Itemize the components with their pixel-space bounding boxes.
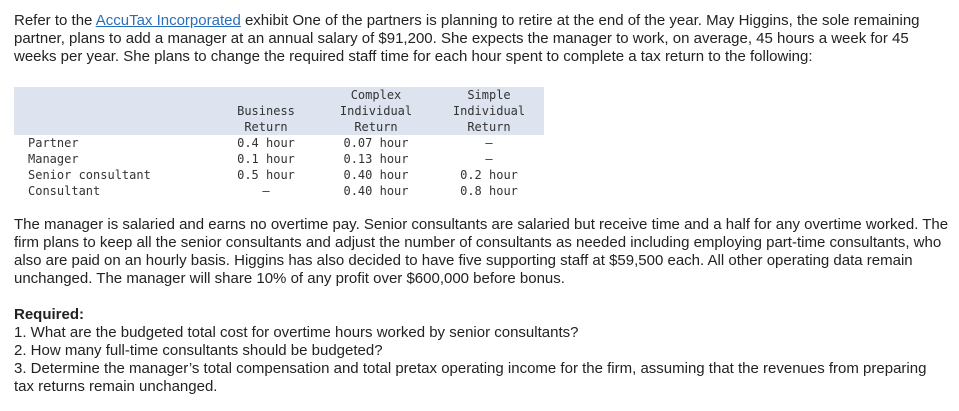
header-complex-line2: Individual xyxy=(318,103,434,119)
cell-business: — xyxy=(262,184,270,198)
header-simple-line1: Simple xyxy=(434,87,544,103)
row-label: Manager xyxy=(28,152,79,166)
accutax-exhibit-link[interactable]: AccuTax Incorporated xyxy=(95,12,241,29)
required-section xyxy=(14,306,950,396)
cell-complex: 0.40 hour xyxy=(343,168,409,182)
header-corner xyxy=(14,119,214,135)
cell-simple: 0.8 hour xyxy=(460,184,518,198)
table-header xyxy=(14,87,544,135)
table-body xyxy=(14,135,544,199)
cell-simple: — xyxy=(485,152,493,166)
header-business-line1 xyxy=(214,87,318,103)
header-simple-line2: Individual xyxy=(434,103,544,119)
cell-business: 0.5 hour xyxy=(237,168,295,182)
header-row xyxy=(14,87,544,103)
intro-paragraph xyxy=(14,12,950,66)
header-complex-line3: Return xyxy=(318,119,434,135)
row-label: Consultant xyxy=(28,184,101,198)
cell-complex: 0.13 hour xyxy=(343,152,409,166)
cell-complex: 0.07 hour xyxy=(343,136,409,150)
table-row xyxy=(14,167,544,183)
row-label: Senior consultant xyxy=(28,168,151,182)
cell-simple: 0.2 hour xyxy=(460,168,518,182)
table-row xyxy=(14,151,544,167)
cell-business: 0.4 hour xyxy=(237,136,295,150)
header-row xyxy=(14,103,544,119)
header-simple-line3: Return xyxy=(434,119,544,135)
header-business-line2: Business xyxy=(214,103,318,119)
cell-business: 0.1 hour xyxy=(237,152,295,166)
required-item-3: 3. Determine the manager’s total compensation and total pretax operating income for the firm, assuming that the revenues from preparing tax returns remain unchanged. xyxy=(14,360,927,395)
cell-complex: 0.40 hour xyxy=(343,184,409,198)
scenario-paragraph: The manager is salaried and earns no overtime pay. Senior consultants are salaried but receive time and a half for any overtime worked. The firm plans to keep all the senior consultants and adjust the number of consultants as needed including employing part-time consultants, who also are paid on an hourly basis. Higgins has also decided to have five supporting staff at $59,500 each. All other operating data remain unchanged. The manager will share 10% of any profit over $600,000 before bonus. xyxy=(14,216,949,287)
intro-prefix: Refer to the xyxy=(14,12,96,29)
table-row xyxy=(14,183,544,199)
header-row xyxy=(14,119,544,135)
table-row xyxy=(14,135,544,151)
intro-text: exhibit One of the partners is planning to retire at the end of the year. May Higgins, the sole remaining partner, plans to add a manager at an annual salary of $91,200. She expects the manager to work, on average, 45 hours a week for 45 weeks per year. She plans to change the required staff time for each hour spent to complete a tax return to the following: xyxy=(14,12,920,65)
required-item-2: 2. How many full-time consultants should be budgeted? xyxy=(14,342,383,359)
header-complex-line1: Complex xyxy=(318,87,434,103)
required-item-1: 1. What are the budgeted total cost for overtime hours worked by senior consultants? xyxy=(14,324,579,341)
header-corner xyxy=(14,87,214,103)
header-corner xyxy=(14,103,214,119)
header-business-line3: Return xyxy=(214,119,318,135)
required-heading: Required: xyxy=(14,306,85,323)
row-label: Partner xyxy=(28,136,79,150)
cell-simple: — xyxy=(485,136,493,150)
staff-time-table xyxy=(14,87,544,199)
